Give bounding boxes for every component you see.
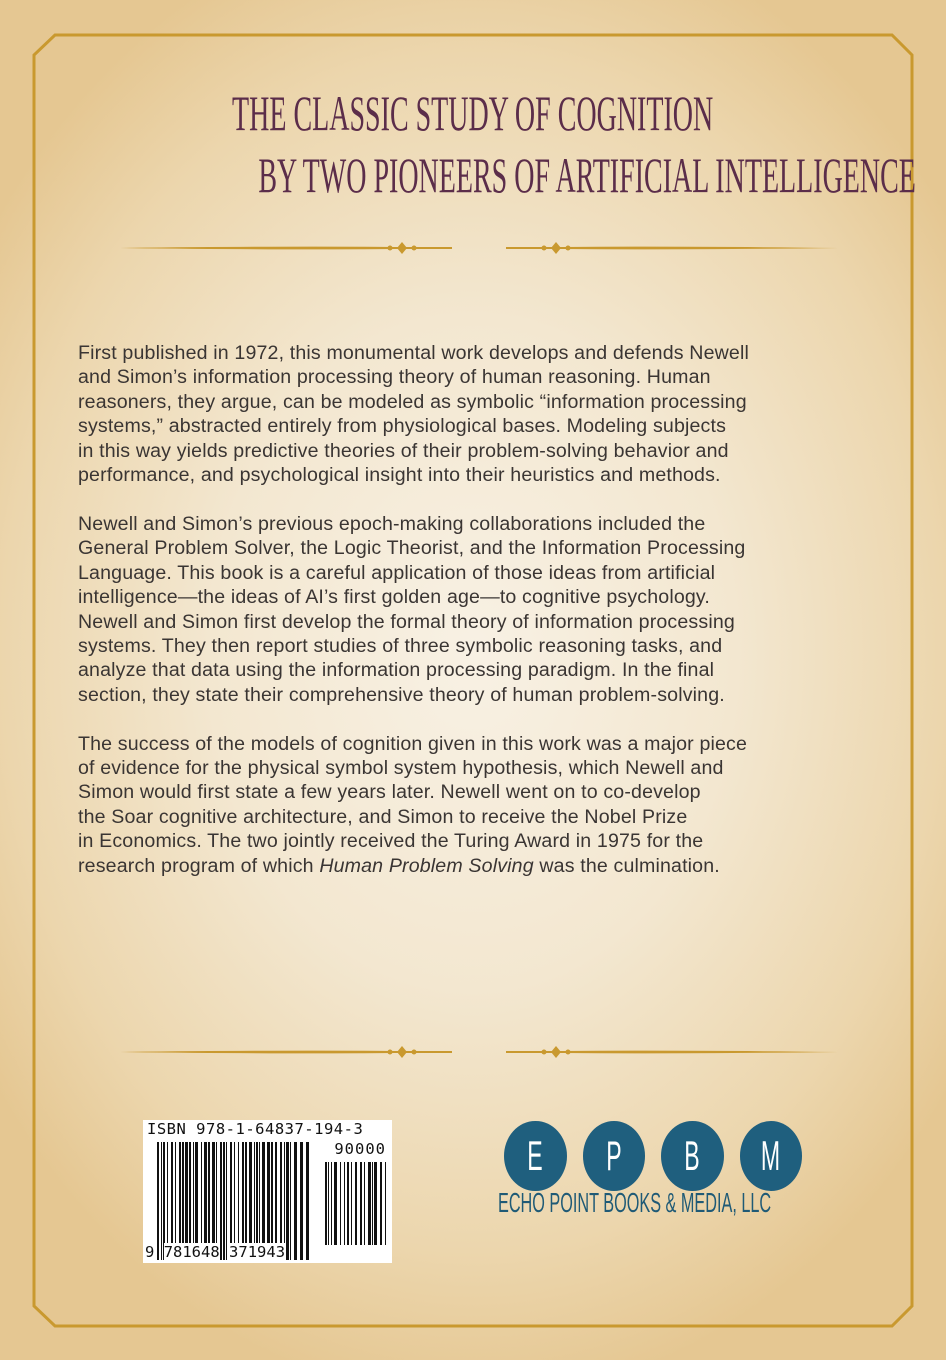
barcode-bar <box>306 1142 309 1260</box>
isbn-barcode <box>143 1120 392 1263</box>
barcode-bar <box>325 1162 327 1245</box>
text-line: intelligence—the ideas of AI’s first golden age—to cognitive psychology. <box>78 586 711 609</box>
barcode-bar <box>286 1142 289 1260</box>
barcode-bar <box>368 1162 371 1245</box>
barcode-bar <box>372 1162 373 1245</box>
text-line: section, they state their comprehensive theory of human problem-solving. <box>78 683 725 706</box>
text-line: reasoners, they argue, can be modeled as symbolic “information processing <box>78 390 747 413</box>
barcode-bar <box>334 1162 337 1245</box>
logo-circle-m: M <box>740 1121 803 1191</box>
text-line: Newell and Simon first develop the formal theory of information processing <box>78 610 735 633</box>
text-line: Language. This book is a careful application of those ideas from artificial <box>78 561 716 584</box>
text-line: Newell and Simon’s previous epoch-making collaborations included the <box>78 512 706 535</box>
text-line: performance, and psychological insight into their heuristics and methods. <box>78 463 721 486</box>
text-line: First published in 1972, this monumental work develops and defends Newell <box>78 342 749 364</box>
price-addon-text: 90000 <box>334 1140 386 1158</box>
title-line-1: THE CLASSIC STUDY OF COGNITION <box>232 85 714 141</box>
text-line: systems,” abstracted entirely from physiological bases. Modeling subjects <box>78 415 727 438</box>
text-segment: research program of which <box>78 854 320 877</box>
barcode-bar <box>300 1142 303 1260</box>
logo-circle-e: E <box>504 1121 567 1191</box>
text-line: in this way yields predictive theories of their problem-solving behavior and <box>78 439 729 462</box>
barcode-bar <box>344 1162 345 1245</box>
barcode-bar <box>374 1162 377 1245</box>
digits-right: 371943 <box>229 1243 286 1261</box>
text-line <box>78 854 878 878</box>
barcode-bar <box>294 1142 297 1260</box>
text-line: and Simon’s information processing theory of human reasoning. Human <box>78 366 711 389</box>
barcode-bar <box>328 1162 329 1245</box>
logo-circle-p: P <box>583 1121 646 1191</box>
digit-first: 9 <box>145 1243 155 1261</box>
text-line: systems. They then report studies of three symbolic reasoning tasks, and <box>78 634 723 657</box>
text-line: Simon would first state a few years later. Newell went on to co-develop <box>78 781 701 804</box>
barcode-bars <box>143 1120 392 1263</box>
barcode-bar <box>347 1162 349 1245</box>
text-line: General Problem Solver, the Logic Theorist, and the Information Processing <box>78 537 746 560</box>
text-line: of evidence for the physical symbol system hypothesis, which Newell and <box>78 757 724 780</box>
barcode-bar <box>385 1162 386 1245</box>
digits-left: 781648 <box>163 1243 220 1261</box>
barcode-bar <box>360 1162 362 1245</box>
logo-circle-b: B <box>661 1121 724 1191</box>
book-title-italic: Human Problem Solving <box>319 854 534 877</box>
text-line: the Soar cognitive architecture, and Simon to receive the Nobel Prize <box>78 805 688 828</box>
barcode-bar <box>364 1162 365 1245</box>
publisher-name: ECHO POINT BOOKS & MEDIA, LLC <box>498 1187 772 1218</box>
barcode-bar <box>355 1162 357 1245</box>
description <box>78 341 878 903</box>
text-segment: was the culmination. <box>533 854 720 877</box>
paragraph-1 <box>78 341 878 487</box>
paragraph-2 <box>78 512 878 707</box>
barcode-bar <box>331 1162 332 1245</box>
text-line: analyze that data using the information processing paradigm. In the final <box>78 659 715 682</box>
text-line: The success of the models of cognition given in this work was a major piece <box>78 732 748 755</box>
barcode-bar <box>340 1162 341 1245</box>
barcode-bar <box>380 1162 382 1245</box>
barcode-bar <box>290 1142 291 1260</box>
title-line-2: BY TWO PIONEERS OF ARTIFICIAL INTELLIGENCE <box>258 147 916 203</box>
barcode-bar <box>351 1162 352 1245</box>
publisher-logo <box>498 1121 802 1219</box>
isbn-text: ISBN 978-1-64837-194-3 <box>147 1120 364 1138</box>
top-ornament-divider <box>120 241 840 255</box>
barcode-digits <box>145 1243 285 1261</box>
bottom-ornament-divider <box>120 1045 840 1059</box>
text-line: in Economics. The two jointly received the Turing Award in 1975 for the <box>78 830 704 853</box>
paragraph-3 <box>78 732 878 878</box>
